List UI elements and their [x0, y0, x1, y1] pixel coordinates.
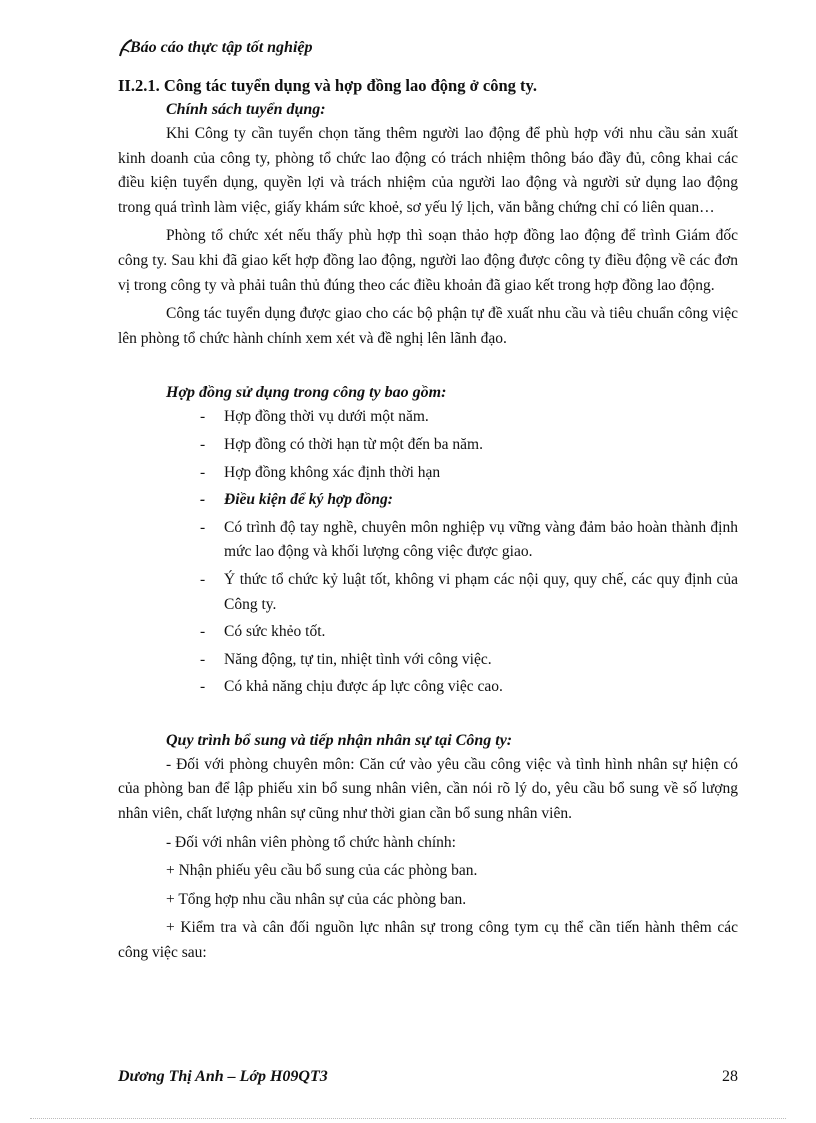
- list-bullet: -: [200, 650, 206, 668]
- list-item: [118, 675, 738, 700]
- list-item-text: Năng động, tự tin, nhiệt tình với công việc.: [224, 650, 492, 668]
- header-title: Báo cáo thực tập tốt nghiệp: [130, 39, 313, 56]
- paragraph: - Đối với phòng chuyên môn: Căn cứ vào yêu cầu công việc và tình hình nhân sự hiện có của phòng ban để lập phiếu xin bổ sung nhân viên, cần nói rõ lý do, yêu cầu bổ sung về số lượng nhân viên, chất lượng nhân sự cũng như thời gian cần bổ sung nhân viên.: [118, 755, 738, 823]
- list-bullet: -: [200, 463, 206, 481]
- section-title: II.2.1. Công tác tuyển dụng và hợp đồng lao động ở công ty.: [118, 76, 537, 95]
- list-bullet: -: [200, 518, 206, 536]
- paragraph: + Tổng hợp nhu cầu nhân sự của các phòng ban.: [166, 890, 467, 908]
- list-item-text: Có khả năng chịu được áp lực công việc cao.: [224, 678, 503, 696]
- procedure-heading: Quy trình bổ sung và tiếp nhận nhân sự tại Công ty:: [166, 731, 513, 749]
- list-item: [118, 405, 738, 430]
- paragraph: Công tác tuyển dụng được giao cho các bộ phận tự đề xuất nhu cầu và tiêu chuẩn công việc lên phòng tổ chức hành chính xem xét và đề nghị lên lãnh đạo.: [118, 305, 738, 347]
- recruitment-policy-heading: Chính sách tuyển dụng:: [166, 101, 326, 118]
- list-item-text: Hợp đồng thời vụ dưới một năm.: [224, 408, 429, 426]
- list-bullet: -: [200, 623, 206, 641]
- paragraph: + Nhận phiếu yêu cầu bổ sung của các phòng ban.: [166, 862, 478, 880]
- list-item: [118, 433, 738, 458]
- list-bullet: -: [200, 678, 206, 696]
- contracts-list: [118, 405, 738, 700]
- list-bullet: -: [200, 435, 206, 453]
- page-bottom-divider: [30, 1118, 786, 1119]
- page-number: 28: [722, 1068, 738, 1085]
- list-bullet: -: [200, 491, 206, 509]
- contracts-heading: Hợp đồng sử dụng trong công ty bao gồm:: [166, 384, 447, 402]
- paragraph: Khi Công ty cần tuyển chọn tăng thêm người lao động để phù hợp với nhu cầu sản xuất kinh doanh của công ty, phòng tổ chức lao động có trách nhiệm thông báo đầy đủ, công khai các điều kiện tuyển dụng, quyền lợi và trách nhiệm của người lao động và người sử dụng lao động trong quá trình làm việc, giấy khám sức khoẻ, sơ yếu lý lịch, văn bằng chứng chỉ có liên quan…: [118, 125, 738, 216]
- paragraph: + Kiểm tra và cân đối nguồn lực nhân sự trong công tym cụ thể cần tiến hành thêm các công việc sau:: [118, 919, 738, 962]
- list-item-text: Điều kiện để ký hợp đồng:: [224, 491, 393, 509]
- list-item-text: Ý thức tổ chức kỷ luật tốt, không vi phạm các nội quy, quy chế, các quy định của Công ty.: [224, 570, 738, 613]
- list-item: [118, 516, 738, 565]
- paragraph: - Đối với nhân viên phòng tổ chức hành chính:: [166, 833, 456, 851]
- list-item: [118, 461, 738, 486]
- list-bullet: -: [200, 570, 206, 588]
- page-footer: [118, 1068, 738, 1088]
- list-item-text: Hợp đồng có thời hạn từ một đến ba năm.: [224, 435, 483, 453]
- list-item: [118, 568, 738, 617]
- list-item-text: Hợp đồng không xác định thời hạn: [224, 463, 441, 481]
- page-content: [118, 74, 738, 970]
- list-item-text: Có sức khẻo tốt.: [224, 623, 326, 641]
- list-bullet: -: [200, 408, 206, 426]
- page-header: [118, 36, 738, 62]
- list-item: [118, 648, 738, 673]
- list-item: [118, 620, 738, 645]
- footer-author: Dương Thị Anh – Lớp H09QT3: [118, 1068, 328, 1085]
- list-item-text: Có trình độ tay nghề, chuyên môn nghiệp vụ vững vàng đảm bảo hoàn thành định mức lao động và khối lượng công việc được giao.: [224, 518, 738, 561]
- paragraph: Phòng tổ chức xét nếu thấy phù hợp thì soạn thảo hợp đồng lao động để trình Giám đốc công ty. Sau khi đã giao kết hợp đồng lao động, người lao động được công ty điều động về các đơn vị trong công ty và phải tuân thủ đúng theo các điều khoản đã giao kết trong hợp đồng lao động.: [118, 227, 738, 294]
- list-item-subheading: [118, 488, 738, 513]
